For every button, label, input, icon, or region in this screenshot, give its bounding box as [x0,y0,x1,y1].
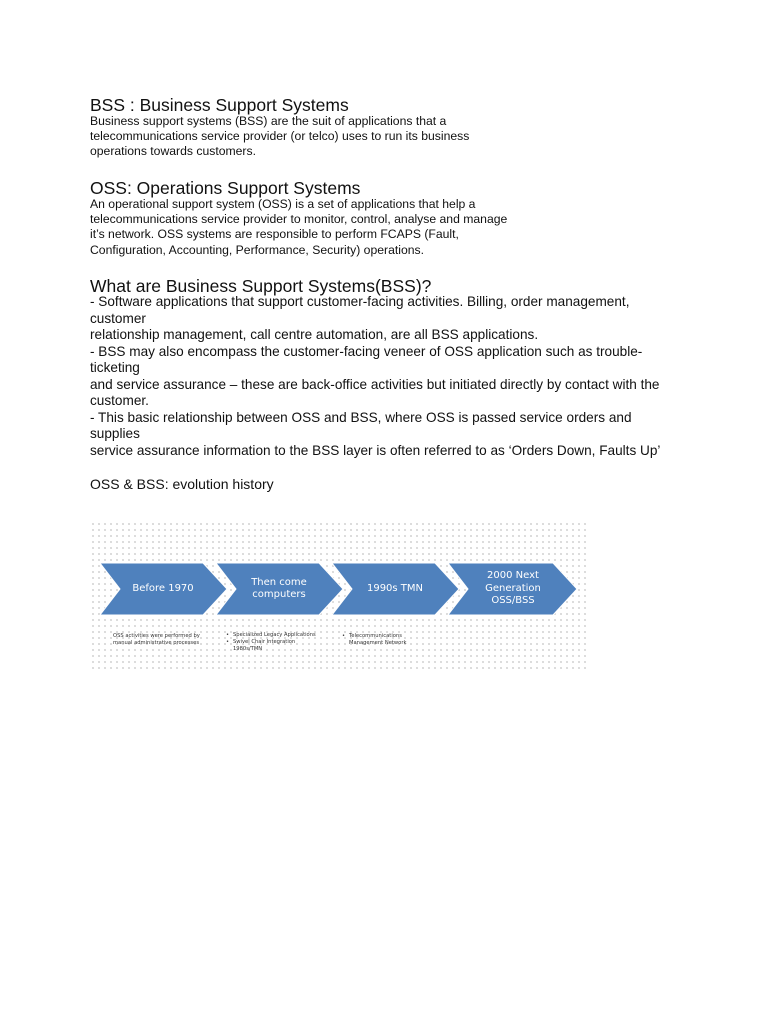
bss-line: operations towards customers. [90,144,256,159]
what-bss-line: relationship management, call centre automation, are all BSS applications. [90,327,539,342]
note-line: OSS activities were performed by [113,633,200,639]
oss-line: telecommunications service provider to monitor, control, analyse and manage [90,212,508,227]
oss-line: it’s network. OSS systems are responsible to perform FCAPS (Fault, [90,227,459,242]
bss-line: Business support systems (BSS) are the suit of applications that a [90,114,447,128]
note-bullet: • Swivel Chair Integration [226,639,316,646]
what-bss-line: - Software applications that support customer-facing activities. Billing, order management, [90,294,630,309]
bss-heading: BSS : Business Support Systems [90,95,349,115]
what-bss-paragraph [90,294,660,459]
chevron-label-before-1970: Before 1970 [132,582,194,594]
evolution-heading: OSS & BSS: evolution history [90,476,274,492]
note-line: Management Network [349,640,407,646]
what-bss-line: service assurance information to the BSS layer is often referred to as ‘Orders Down, Faults Up’ [90,442,661,458]
chevron-label-1990s-tmn: 1990s TMN [366,582,424,594]
oss-heading: OSS: Operations Support Systems [90,178,361,198]
what-bss-line: - BSS may also encompass the customer-facing veneer of OSS application such as trouble- [90,343,643,359]
note-1990s-tmn [342,633,406,647]
oss-line: Configuration, Accounting, Performance, Security) operations. [90,242,424,257]
what-bss-line: customer [90,310,146,326]
note-bullet: • Telecommunications [342,633,406,640]
note-before-1970 [113,633,200,647]
oss-paragraph [90,197,507,258]
chevron-label-2000-next-generation: 2000 Next Generation OSS/BSS [485,570,541,607]
bss-paragraph [90,114,469,160]
what-bss-heading: What are Business Support Systems(BSS)? [90,276,432,296]
note-line: 1980s/TMN [233,646,263,652]
note-line: manual administrative processes [113,640,200,646]
what-bss-line: customer. [90,393,149,408]
what-bss-line: - This basic relationship between OSS and BSS, where OSS is passed service orders and [90,409,632,425]
what-bss-line: ticketing [90,360,140,375]
oss-line: An operational support system (OSS) is a set of applications that help a [90,197,476,211]
what-bss-line: supplies [90,426,140,441]
note-bullet: • Specialized Legacy Applications [226,632,316,639]
chevron-label-then-come-computers: Then come computers [251,576,307,600]
evolution-diagram [90,521,590,669]
what-bss-line: and service assurance – these are back-office activities but initiated directly by contact with the [90,376,660,392]
note-then-come-computers [226,632,316,653]
bss-line: telecommunications service provider (or telco) uses to run its business [90,129,470,144]
